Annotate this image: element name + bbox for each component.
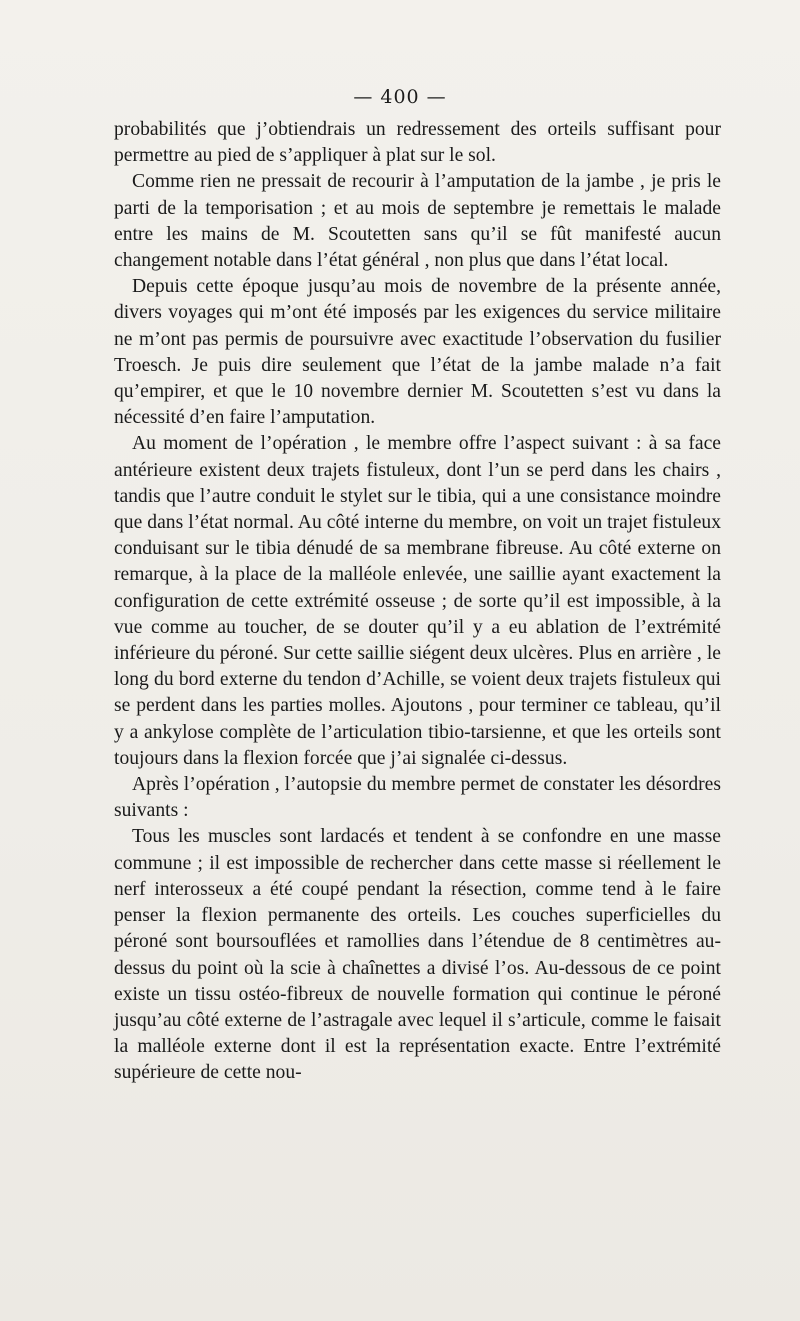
page-number: — 400 — — [353, 86, 447, 108]
paragraph-autopsie: Après l’opération , l’autopsie du membre permet de constater les désordres suivants : — [114, 774, 721, 822]
paragraph-continuation: probabilités que j’obtiendrais un redressement des orteils suffisant pour permettre au pied de s’appliquer à plat sur le sol. — [114, 119, 721, 167]
paragraph-temporisation: Comme rien ne pressait de recourir à l’amputation de la jambe , je pris le parti de la temporisation ; et au mois de septembre je remettais le malade entre les mains de M. Scoutetten sans qu’il se fût manifesté aucun changement notable dans l’état général , non plus que dans l’état local. — [114, 171, 721, 272]
paragraph-operation: Au moment de l’opération , le membre offre l’aspect suivant : à sa face antérieure existent deux trajets fistuleux, dont l’un se perd dans les chairs , tandis que l’autre conduit le stylet sur le tibia, qui a une consistance moindre que dans l’état normal. Au côté interne du membre, on voit un trajet fistuleux conduisant sur le tibia dénudé de sa membrane fibreuse. Au côté externe on remarque, à la place de la malléole enlevée, une saillie ayant exactement la configuration de cette extrémité osseuse ; de sorte qu’il est impossible, à la vue comme au toucher, de se douter qu’il y a eu ablation de l’extrémité inférieure du péroné. Sur cette saillie siégent deux ulcères. Plus en arrière , le long du bord externe du tendon d’Achille, se voient deux trajets fistuleux qui se perdent dans les parties molles. Ajoutons , pour terminer ce tableau, qu’il y a ankylose complète de l’articulation tibio-tarsienne, et que les orteils sont toujours dans la flexion forcée que j’ai signalée ci-dessus. — [114, 433, 721, 769]
paragraph-novembre: Depuis cette époque jusqu’au mois de novembre de la présente année, divers voyages qui m’ont été imposés par les exigences du service militaire ne m’ont pas permis de poursuivre avec exactitude l’observation du fusilier Troesch. Je puis dire seulement que l’état de la jambe malade n’a fait qu’empirer, et que le 10 novembre dernier M. Scoutetten s’est vu dans la nécessité d’en faire l’amputation. — [114, 276, 721, 429]
paragraph-muscles: Tous les muscles sont lardacés et tendent à se confondre en une masse commune ; il est impossible de rechercher dans cette masse si réellement le nerf interosseux a été coupé pendant la résection, comme tend à le faire penser la flexion permanente des orteils. Les couches superficielles du péroné sont boursouflées et ramollies dans l’étendue de 8 centimètres au-dessus du point où la scie à chaînettes a divisé l’os. Au-dessous de ce point existe un tissu ostéo-fibreux de nouvelle formation qui continue le péroné jusqu’au côté externe de l’astragale avec lequel il s’articule, comme le faisait la malléole externe dont il est la représentation exacte. Entre l’extrémité supérieure de cette nou- — [114, 826, 721, 1084]
body-text — [114, 117, 721, 1087]
